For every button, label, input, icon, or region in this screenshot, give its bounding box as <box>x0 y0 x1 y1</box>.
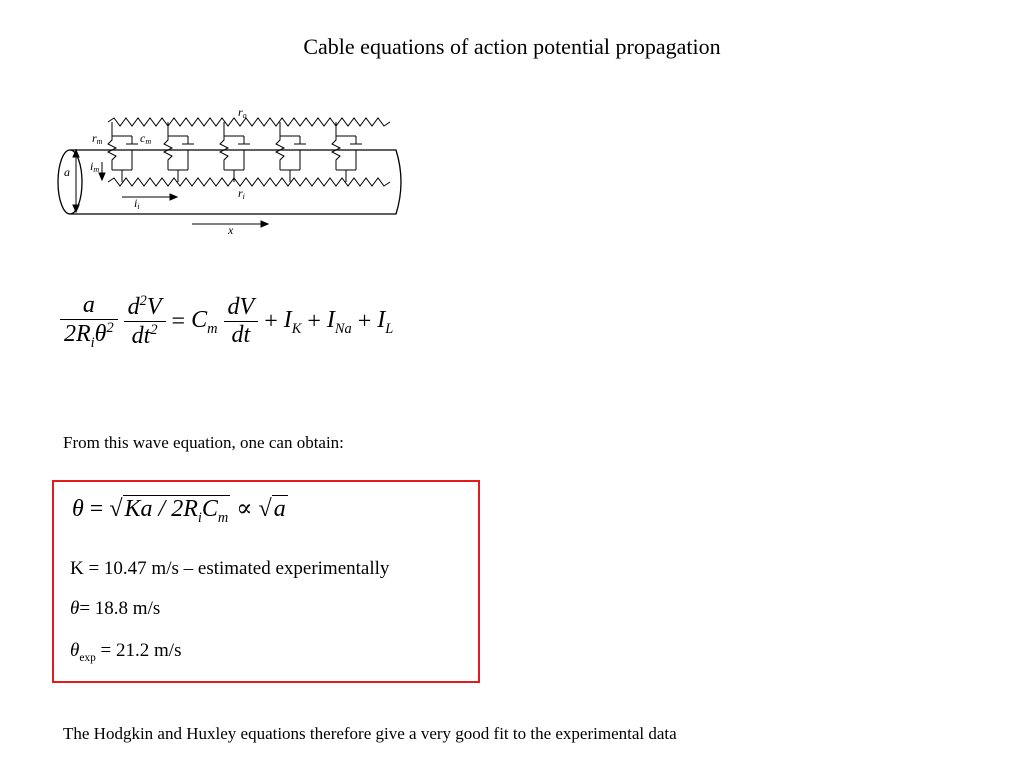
membrane-unit-4 <box>276 122 306 182</box>
sqrt-symbol-1: √ <box>109 496 123 522</box>
label-cm: cm <box>140 131 152 146</box>
im-arrow <box>99 162 105 180</box>
label-x: x <box>228 223 234 237</box>
ik-term: $I_K$ <box>283 306 302 337</box>
il-term: $I_L$ <box>377 306 394 337</box>
frac-dv-dt: $\frac{dV}{dt}$ <box>224 294 259 349</box>
theta-exp-line: $\theta_{exp} = 21.2$ m/s <box>70 640 182 664</box>
label-a: a <box>64 165 70 179</box>
theta-value-line: θ= 18.8 m/s <box>70 598 161 619</box>
membrane-unit-1 <box>108 122 138 182</box>
frac-a-over-2ri: $\frac{a}{2R_i\theta^2}$ <box>60 292 118 352</box>
k-value-line: K = 10.47 m/s – estimated experimentally <box>70 558 390 579</box>
outer-resistor-ro <box>108 118 390 126</box>
label-im: im <box>90 159 100 174</box>
plus-3: + <box>357 308 372 335</box>
from-text: From this wave equation, one can obtain: <box>63 433 344 452</box>
label-ro: ro <box>238 105 247 120</box>
slide-title: Cable equations of action potential propagation <box>303 34 721 59</box>
label-ii: ii <box>134 196 140 211</box>
membrane-unit-2 <box>164 122 194 182</box>
label-ri: ri <box>238 186 245 201</box>
cable-diagram <box>22 104 482 244</box>
cm-term: $C_m$ <box>191 306 218 337</box>
plus-2: + <box>307 308 321 335</box>
membrane-units <box>108 122 362 182</box>
label-rm: rm <box>92 131 103 146</box>
sqrt-symbol-2: √ <box>258 496 272 522</box>
inner-resistor-ri <box>108 178 390 186</box>
cable-equation <box>60 292 480 372</box>
cylinder-body <box>58 150 401 214</box>
membrane-unit-5 <box>332 122 362 182</box>
membrane-unit-3 <box>220 122 250 182</box>
theta-formula: $\theta = √Ka / 2R_iC_m \propto √a$ <box>72 496 286 526</box>
ina-term: $I_{Na}$ <box>326 306 352 337</box>
plus-1: + <box>264 308 278 335</box>
ii-arrow <box>122 194 177 200</box>
frac-d2v-dt2: $\frac{d^2V}{dt^2}$ <box>124 293 166 350</box>
equals-sign: = <box>171 308 186 335</box>
footer-text: The Hodgkin and Huxley equations therefore give a very good fit to the experimental data <box>63 724 677 743</box>
